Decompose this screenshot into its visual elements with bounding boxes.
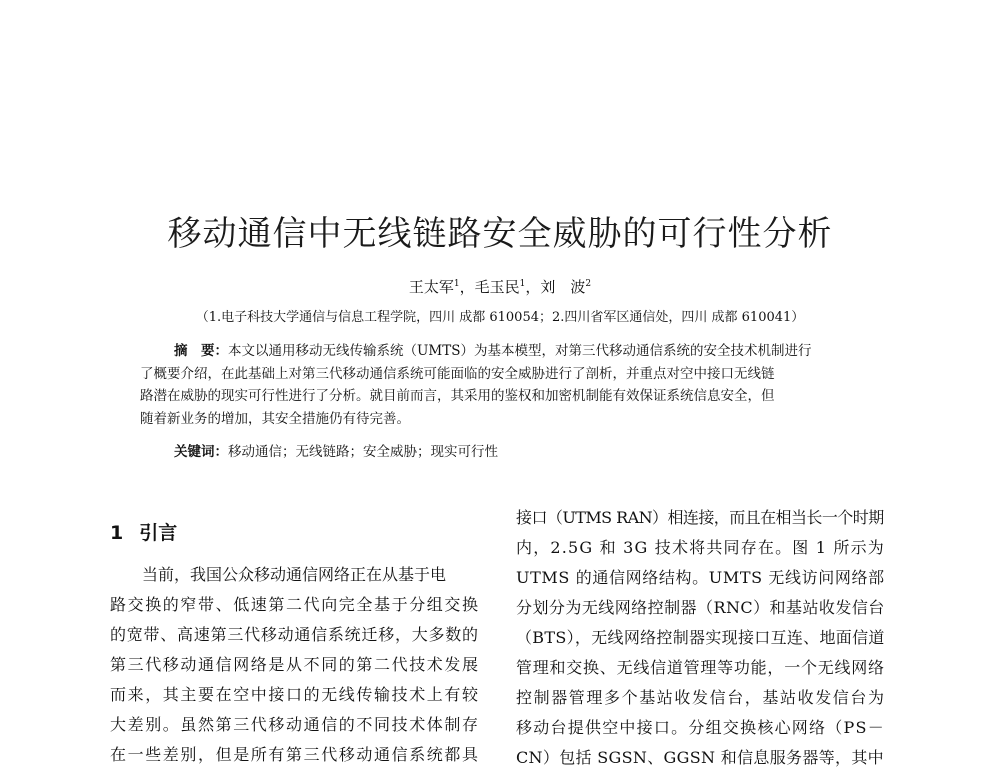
body-line: 路交换的窄带、低速第二代向完全基于分组交换 [110,595,480,614]
body-line: 分划分为无线网络控制器（RNC）和基站收发信台 [516,598,885,617]
abstract-line: 路潜在威胁的现实可行性进行了分析。就目前而言，其采用的鉴权和加密机制能有效保证系统信息安全，但 [140,388,775,404]
paper-title: 移动通信中无线链路安全威胁的可行性分析 [167,214,833,254]
body-line: 内，2.5G 和 3G 技术将共同存在。图 1 所示为 [516,538,885,557]
author-name: 王太军 [408,278,454,296]
body-line: 接口（UTMS RAN）相连接，而且在相当长一个时期 [516,508,884,527]
author-name: 刘 波 [540,278,586,296]
body-line: UTMS 的通信网络结构。UMTS 无线访问网络部 [516,568,885,587]
body-line: 在一些差别，但是所有第三代移动通信系统都具 [110,745,480,764]
body-line: （BTS），无线网络控制器实现接口互连、地面信道 [516,628,885,647]
left-column [110,560,478,770]
body-line: 第三代移动通信网络是从不同的第二代技术发展 [110,655,480,674]
right-column [516,503,884,773]
section-heading [110,518,193,545]
author-line: 王太军$^1$，毛玉民$^1$，刘 波$^2$ [408,278,592,296]
affiliation: （1.电子科技大学通信与信息工程学院，四川 成都 610054；2.四川省军区通信处，四川 成都 610041） [195,310,805,325]
section-title: 引言 [139,522,178,544]
body-line: 而来，其主要在空中接口的无线传输技术上有较 [110,685,480,704]
abstract-line: 随着新业务的增加，其安全措施仍有待完善。 [140,410,410,427]
abstract-text: 本文以通用移动无线传输系统（UMTS）为基本模型，对第三代移动通信系统的安全技术机制进行 [228,343,812,359]
abstract [140,340,856,430]
author-name: 毛玉民 [474,278,520,296]
body-line: 管理和交换、无线信道管理等功能，一个无线网络 [516,658,885,677]
body-line: 移动台提供空中接口。分组交换核心网络（PS－ [516,718,885,737]
body-line: 控制器管理多个基站收发信台，基站收发信台为 [516,688,886,707]
body-line: 大差别。虽然第三代移动通信的不同技术体制存 [110,715,480,734]
abstract-label: 摘 要： [174,343,228,359]
keywords-label: 关键词： [174,444,228,460]
author-affiliation-mark: 2 [585,279,592,289]
author-affiliation-mark: 1 [453,279,460,289]
body-line: 当前，我国公众移动通信网络正在从基于电 [142,565,447,584]
section-number: 1 [110,522,124,544]
abstract-line: 了概要介绍，在此基础上对第三代移动通信系统可能面临的安全威胁进行了剖析，并重点对空中接口无线链 [140,365,775,382]
body-line: 的宽带、高速第三代移动通信系统迁移，大多数的 [110,625,479,644]
keywords-text: 移动通信；无线链路；安全威胁；现实可行性 [228,444,498,460]
abstract-line [140,340,856,363]
body-line: CN）包括 SGSN、GGSN 和信息服务器等，其中 [516,748,884,767]
author-affiliation-mark: 1 [519,279,526,289]
keywords [174,440,498,460]
